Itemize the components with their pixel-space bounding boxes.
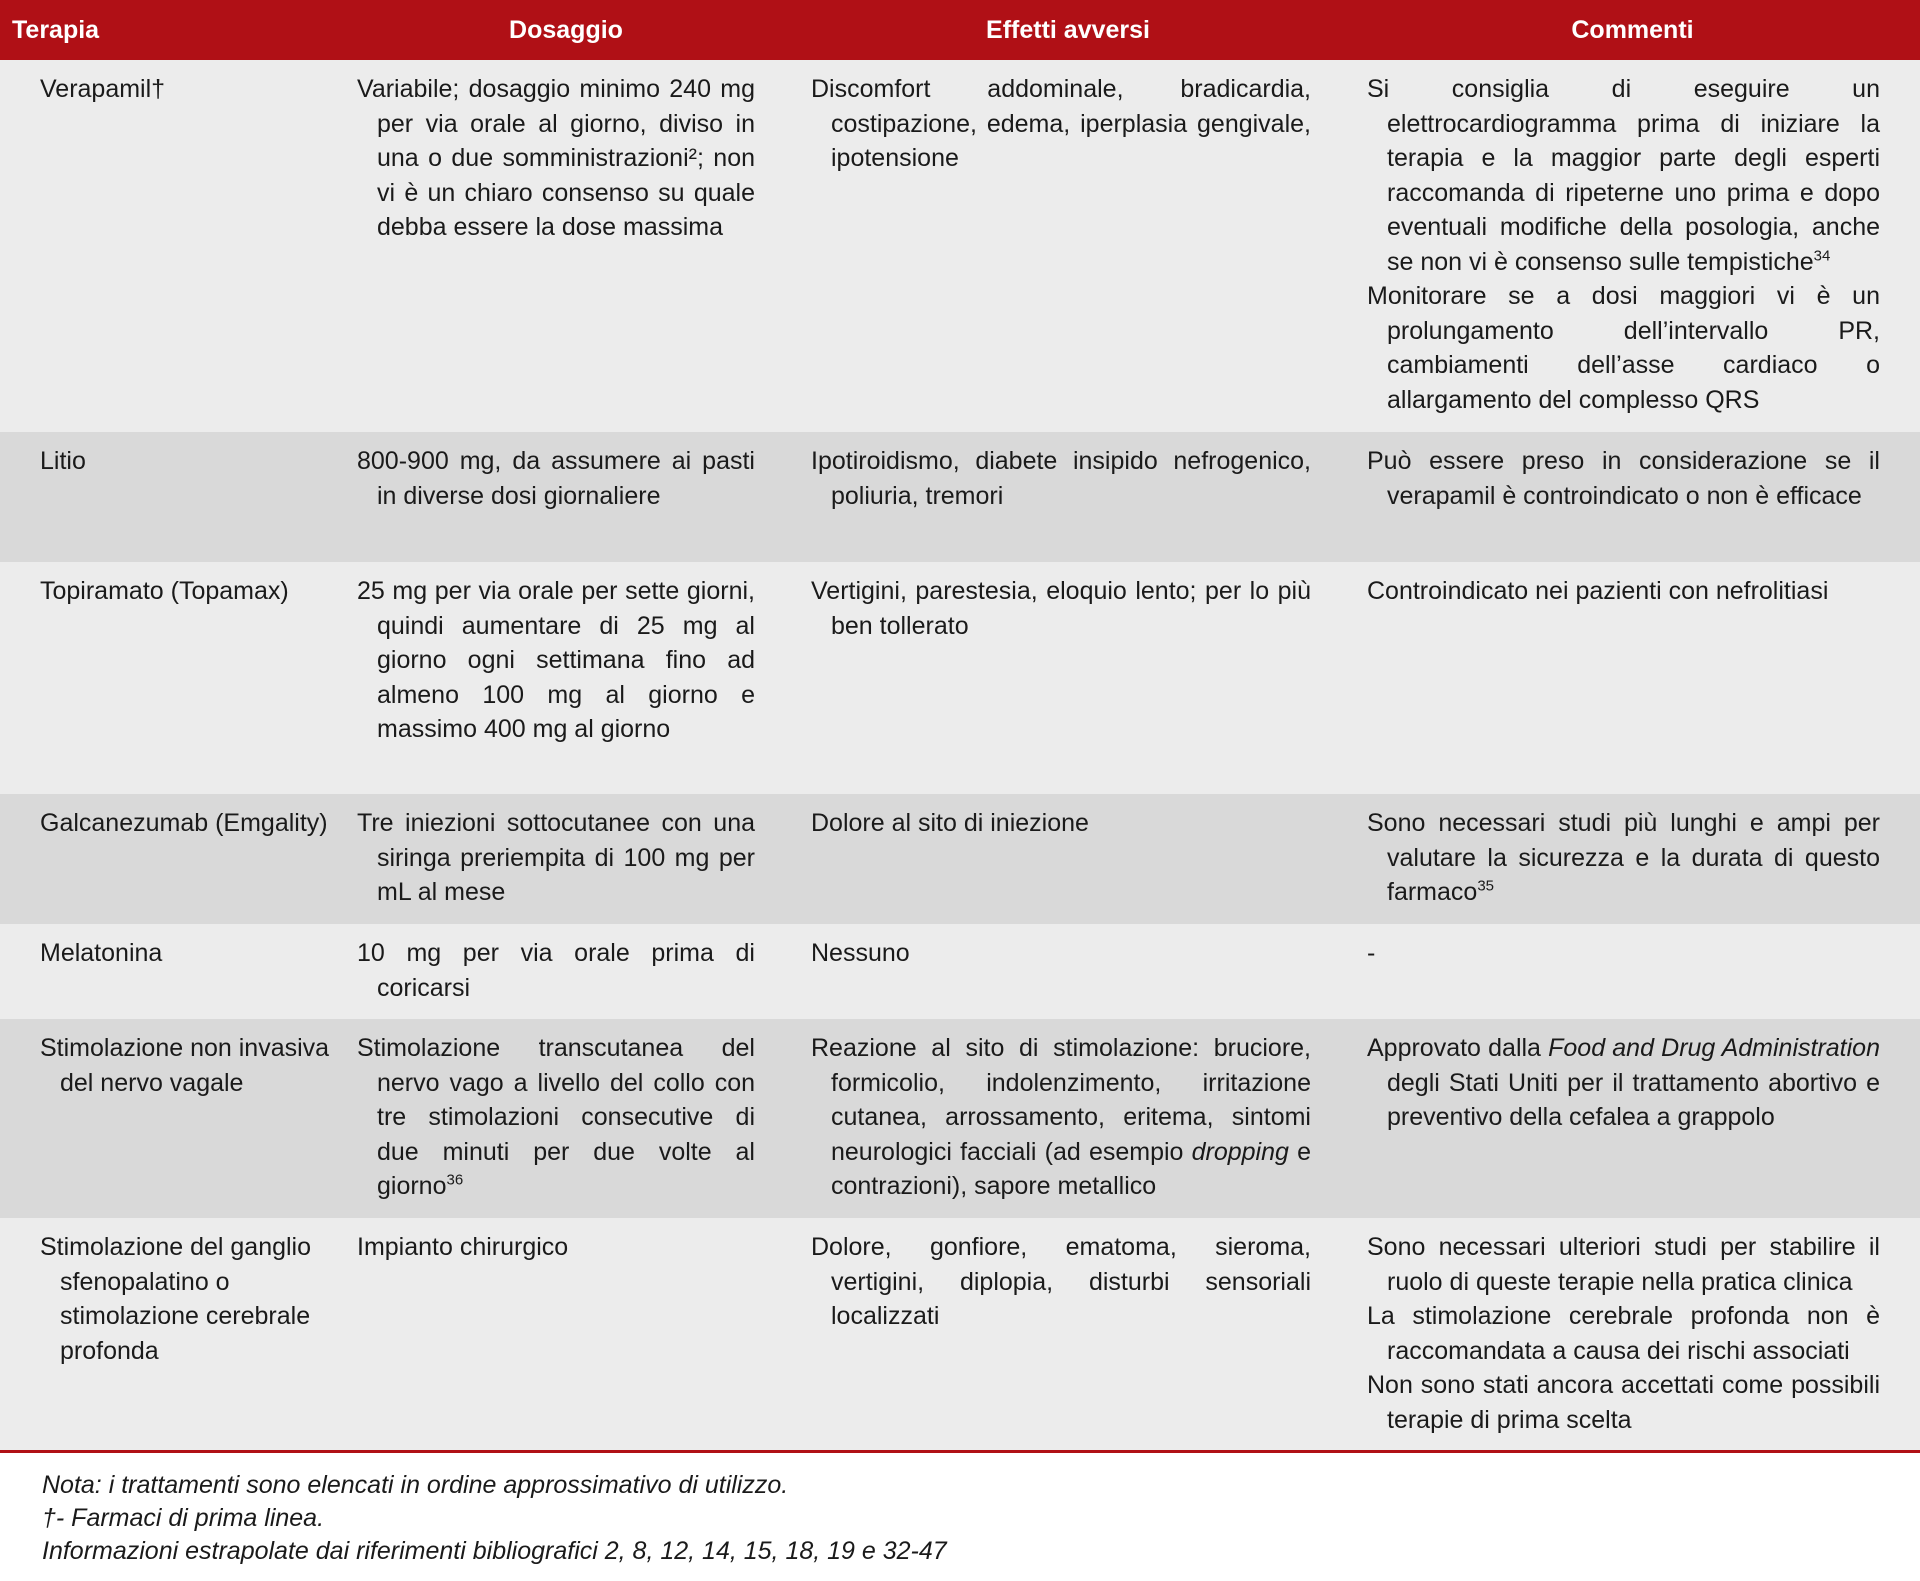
- cell-effetti: [791, 794, 1345, 924]
- dosage-text: Variabile; dosaggio minimo 240 mg per via orale al giorno, diviso in una o due somministrazioni²; non vi è un chiaro consenso su quale debba essere la dose massima: [357, 75, 755, 241]
- cell-effetti: [791, 562, 1345, 794]
- cell-commenti: [1345, 432, 1920, 562]
- table-row: [0, 1218, 1920, 1450]
- adverse-effects-part: Reazione al sito di stimolazione: bruciore, formicolio, indolenzimento, irritazione cutanea, arrossamento, eritema, sintomi neurologici facciali (ad esempio: [811, 1034, 1311, 1166]
- adverse-effects-text: Vertigini, parestesia, eloquio lento; per lo più ben tollerato: [811, 577, 1311, 640]
- therapy-name: Verapamil†: [40, 75, 166, 103]
- table-row: [0, 562, 1920, 794]
- cell-dosaggio: [341, 432, 791, 562]
- cell-effetti: [791, 924, 1345, 1019]
- adverse-effects-part: e contrazioni), sapore metallico: [831, 1137, 1311, 1200]
- therapy-name: Stimolazione del ganglio sfenopalatino o stimolazione cerebrale profonda: [40, 1233, 312, 1365]
- note-line: Nota: i trattamenti sono elencati in ordine approssimativo di utilizzo.: [42, 1471, 789, 1499]
- cell-dosaggio: [341, 60, 791, 432]
- cell-dosaggio: [341, 794, 791, 924]
- cell-commenti: [1345, 1019, 1920, 1218]
- header-dosaggio: Dosaggio: [341, 0, 791, 60]
- adverse-effects-text: Ipotiroidismo, diabete insipido nefrogenico, poliuria, tremori: [811, 447, 1311, 510]
- cell-effetti: [791, 1218, 1345, 1450]
- therapy-name: Stimolazione non invasiva del nervo vagale: [40, 1034, 330, 1097]
- header-terapia: Terapia: [0, 0, 341, 60]
- table-row: [0, 794, 1920, 924]
- adverse-effects-text: Discomfort addominale, bradicardia, costipazione, edema, iperplasia gengivale, ipotensione: [811, 75, 1311, 172]
- therapy-name: Galcanezumab (Emgality): [40, 809, 328, 837]
- therapy-name: Topiramato (Topamax): [40, 577, 289, 605]
- cell-terapia: [0, 794, 341, 924]
- dosage-body: Stimolazione transcutanea del nervo vago a livello del collo con tre stimolazioni consecutive di due minuti per due volte al giorno: [357, 1034, 755, 1200]
- adverse-effects-text: Dolore, gonfiore, ematoma, sieroma, vertigini, diplopia, disturbi sensoriali localizzati: [811, 1233, 1311, 1330]
- table-notes: [0, 1453, 1920, 1568]
- cell-terapia: [0, 60, 341, 432]
- comment-paragraph: [1367, 806, 1880, 910]
- cell-dosaggio: [341, 1019, 791, 1218]
- cell-effetti: [791, 432, 1345, 562]
- cell-commenti: [1345, 562, 1920, 794]
- adverse-effects-italic: dropping: [1191, 1137, 1289, 1166]
- dosage-text: 10 mg per via orale prima di coricarsi: [357, 939, 755, 1002]
- comment-paragraph: Monitorare se a dosi maggiori vi è un prolungamento dell’intervallo PR, cambiamenti dell’asse cardiaco o allargamento del complesso QRS: [1367, 282, 1880, 414]
- reference-number: 34: [1813, 247, 1831, 265]
- reference-number: 35: [1477, 877, 1494, 895]
- comment-text: Sono necessari studi più lunghi e ampi per valutare la sicurezza e la durata di questo farmaco: [1367, 809, 1880, 906]
- comment-paragraph: Può essere preso in considerazione se il verapamil è controindicato o non è efficace: [1367, 447, 1880, 510]
- dosage-text: Tre iniezioni sottocutanee con una siringa preriempita di 100 mg per mL al mese: [357, 809, 755, 906]
- header-effetti-avversi: Effetti avversi: [791, 0, 1345, 60]
- comment-part: Approvato dalla: [1367, 1034, 1549, 1062]
- cell-terapia: [0, 924, 341, 1019]
- cell-terapia: [0, 562, 341, 794]
- cell-effetti: [791, 1019, 1345, 1218]
- adverse-effects-text: Dolore al sito di iniezione: [811, 809, 1089, 837]
- comment-paragraph: La stimolazione cerebrale profonda non è raccomandata a causa dei rischi associati: [1367, 1302, 1880, 1365]
- cell-commenti: [1345, 924, 1920, 1019]
- therapy-name: Melatonina: [40, 939, 163, 967]
- cell-commenti: [1345, 1218, 1920, 1450]
- adverse-effects-text: Nessuno: [811, 939, 910, 967]
- cell-commenti: [1345, 60, 1920, 432]
- cell-dosaggio: [341, 562, 791, 794]
- table-row: [0, 60, 1920, 432]
- note-line: Informazioni estrapolate dai riferimenti bibliografici 2, 8, 12, 14, 15, 18, 19 e 32-47: [42, 1537, 947, 1565]
- comment-paragraph: [1367, 1031, 1880, 1135]
- dosage-text: [357, 1031, 755, 1204]
- comment-text: Si consiglia di eseguire un elettrocardiogramma prima di iniziare la terapia e la maggior parte degli esperti raccomanda di ripeterne uno prima e dopo eventuali modifiche della posologia, anche se non vi è consenso sulle tempistiche: [1367, 75, 1880, 276]
- table-row: [0, 924, 1920, 1019]
- therapy-name: Litio: [40, 447, 86, 475]
- comment-paragraph: [1367, 72, 1880, 279]
- reference-number: 36: [446, 1171, 464, 1189]
- dosage-text: 25 mg per via orale per sette giorni, quindi aumentare di 25 mg al giorno ogni settimana fino ad almeno 100 mg al giorno e massimo 400 mg al giorno: [357, 577, 755, 743]
- cell-dosaggio: [341, 1218, 791, 1450]
- comment-paragraph: Sono necessari ulteriori studi per stabilire il ruolo di queste terapie nella pratica clinica: [1367, 1233, 1880, 1296]
- cell-terapia: [0, 1218, 341, 1450]
- comment-paragraph: -: [1367, 939, 1376, 967]
- cell-dosaggio: [341, 924, 791, 1019]
- dosage-text: Impianto chirurgico: [357, 1233, 569, 1261]
- cell-terapia: [0, 432, 341, 562]
- dosage-text: 800-900 mg, da assumere ai pasti in diverse dosi giornaliere: [357, 447, 755, 510]
- table-header-row: [0, 0, 1920, 60]
- note-line: †- Farmaci di prima linea.: [42, 1504, 325, 1532]
- comment-paragraph: Non sono stati ancora accettati come possibili terapie di prima scelta: [1367, 1371, 1880, 1434]
- comment-italic: Food and Drug Administration: [1548, 1034, 1880, 1062]
- table-row: [0, 432, 1920, 562]
- cell-commenti: [1345, 794, 1920, 924]
- adverse-effects-text: [811, 1031, 1311, 1204]
- comment-paragraph: Controindicato nei pazienti con nefrolitiasi: [1367, 577, 1829, 605]
- header-commenti: Commenti: [1345, 0, 1920, 60]
- cell-terapia: [0, 1019, 341, 1218]
- table-row: [0, 1019, 1920, 1218]
- cell-effetti: [791, 60, 1345, 432]
- comment-part: degli Stati Uniti per il trattamento abortivo e preventivo della cefalea a grappolo: [1387, 1068, 1880, 1131]
